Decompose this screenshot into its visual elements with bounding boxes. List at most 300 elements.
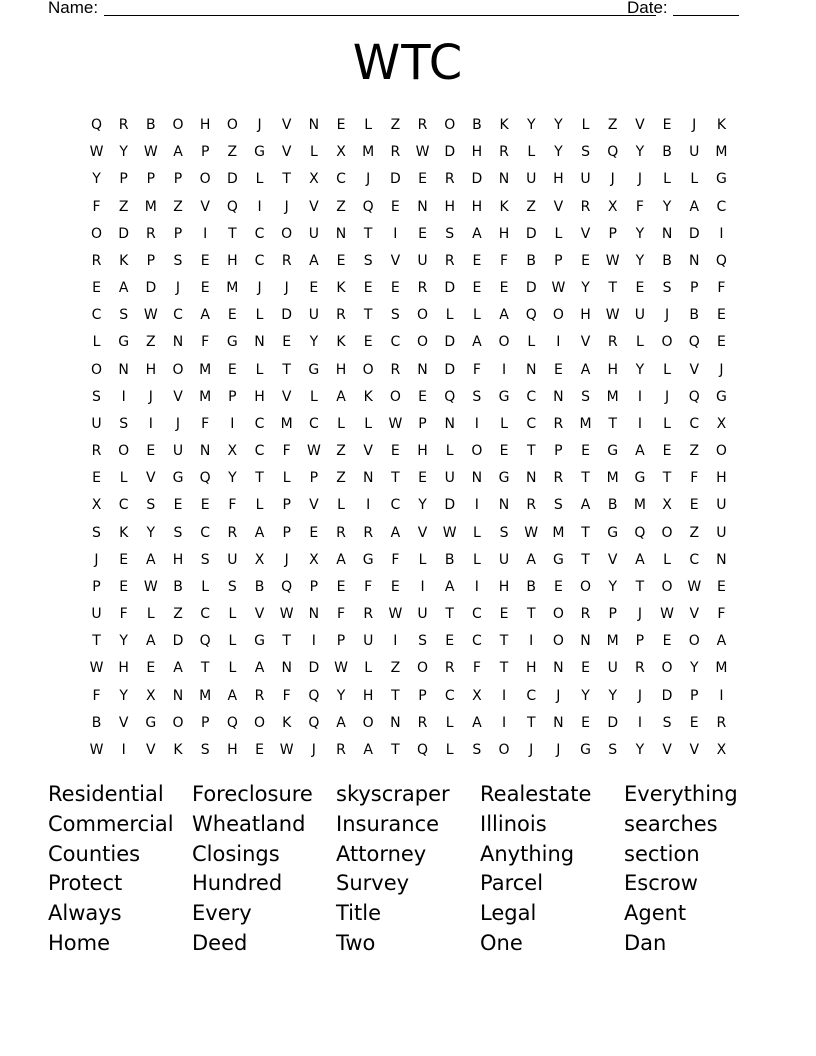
grid-letter[interactable]: G	[580, 741, 591, 758]
grid-letter[interactable]: E	[581, 252, 590, 269]
grid-letter[interactable]: X	[254, 551, 265, 568]
grid-letter[interactable]: V	[607, 551, 618, 568]
grid-letter[interactable]: I	[719, 225, 724, 242]
grid-letter[interactable]: D	[607, 714, 619, 731]
grid-letter[interactable]: E	[499, 443, 509, 460]
grid-letter[interactable]: F	[472, 660, 481, 677]
grid-letter[interactable]: A	[635, 443, 645, 460]
grid-letter[interactable]: U	[580, 171, 591, 188]
grid-letter[interactable]: Z	[336, 443, 346, 460]
grid-letter[interactable]: O	[498, 334, 510, 351]
grid-letter[interactable]: A	[254, 660, 265, 677]
grid-letter[interactable]: R	[716, 714, 727, 731]
grid-letter[interactable]: Y	[146, 524, 156, 541]
grid-letter[interactable]: F	[500, 252, 509, 269]
grid-letter[interactable]: D	[226, 171, 238, 188]
grid-letter[interactable]: L	[500, 415, 508, 432]
grid-letter[interactable]: I	[420, 578, 425, 595]
grid-letter[interactable]: K	[336, 280, 346, 297]
grid-letter[interactable]: C	[254, 443, 265, 460]
grid-letter[interactable]: J	[664, 307, 670, 324]
grid-letter[interactable]: M	[579, 415, 592, 432]
grid-letter[interactable]: L	[364, 415, 373, 432]
grid-letter[interactable]: H	[362, 687, 374, 704]
grid-letter[interactable]: W	[143, 578, 158, 595]
grid-letter[interactable]: D	[118, 225, 130, 242]
grid-letter[interactable]: A	[635, 551, 645, 568]
grid-letter[interactable]: A	[526, 551, 536, 568]
grid-letter[interactable]: Q	[308, 687, 320, 704]
grid-letter[interactable]: Y	[635, 225, 645, 242]
grid-letter[interactable]: P	[418, 415, 427, 432]
grid-letter[interactable]: C	[173, 307, 183, 324]
grid-letter[interactable]: L	[337, 497, 345, 514]
grid-letter[interactable]: S	[200, 741, 210, 758]
grid-letter[interactable]: W	[605, 307, 620, 324]
grid-letter[interactable]: L	[445, 443, 454, 460]
grid-letter[interactable]: N	[308, 606, 320, 623]
grid-letter[interactable]: S	[173, 524, 183, 541]
grid-letter[interactable]: A	[336, 714, 346, 731]
grid-letter[interactable]: T	[499, 633, 509, 650]
grid-letter[interactable]: Q	[90, 117, 103, 133]
grid-letter[interactable]: E	[227, 307, 237, 324]
grid-letter[interactable]: D	[281, 307, 293, 324]
grid-letter[interactable]: Y	[554, 144, 563, 161]
grid-letter[interactable]: N	[580, 633, 591, 650]
grid-letter[interactable]: S	[92, 524, 101, 541]
grid-letter[interactable]: O	[362, 361, 374, 378]
grid-letter[interactable]: L	[309, 144, 318, 161]
grid-letter[interactable]: E	[119, 578, 129, 595]
grid-letter[interactable]: T	[608, 280, 617, 297]
grid-letter[interactable]: H	[444, 198, 455, 215]
grid-letter[interactable]: P	[608, 225, 617, 242]
grid-letter[interactable]: J	[257, 117, 262, 133]
grid-letter[interactable]: N	[498, 171, 510, 188]
grid-letter[interactable]: U	[716, 524, 727, 541]
grid-letter[interactable]: V	[689, 361, 700, 378]
grid-letter[interactable]: Q	[688, 334, 700, 351]
grid-letter[interactable]: B	[689, 307, 700, 324]
grid-letter[interactable]: M	[226, 280, 239, 297]
grid-letter[interactable]: W	[442, 524, 457, 541]
grid-letter[interactable]: E	[418, 470, 427, 487]
grid-letter[interactable]: B	[444, 551, 455, 568]
grid-letter[interactable]: S	[553, 497, 563, 514]
grid-letter[interactable]: Q	[199, 633, 211, 650]
grid-letter[interactable]: J	[366, 171, 371, 188]
grid-letter[interactable]: V	[390, 252, 401, 269]
grid-letter[interactable]: E	[227, 361, 237, 378]
grid-letter[interactable]: L	[472, 551, 481, 568]
grid-letter[interactable]: H	[118, 660, 129, 677]
grid-letter[interactable]: J	[556, 741, 561, 758]
grid-letter[interactable]: Q	[444, 388, 456, 405]
grid-letter[interactable]: E	[119, 551, 129, 568]
grid-letter[interactable]: R	[363, 524, 374, 541]
grid-letter[interactable]: L	[663, 415, 671, 432]
grid-letter[interactable]: N	[525, 470, 537, 487]
grid-letter[interactable]: W	[143, 144, 158, 161]
grid-letter[interactable]: R	[444, 660, 455, 677]
grid-letter[interactable]: E	[581, 443, 590, 460]
grid-letter[interactable]: C	[471, 633, 482, 650]
grid-letter[interactable]: W	[334, 660, 348, 677]
grid-letter[interactable]: N	[118, 361, 129, 378]
grid-letter[interactable]: F	[717, 280, 726, 297]
grid-letter[interactable]: E	[390, 443, 400, 460]
grid-letter[interactable]: D	[444, 497, 456, 514]
grid-letter[interactable]: S	[472, 741, 482, 758]
grid-letter[interactable]: E	[499, 280, 509, 297]
grid-letter[interactable]: F	[635, 198, 644, 215]
grid-letter[interactable]: M	[280, 415, 293, 432]
grid-letter[interactable]: P	[228, 388, 237, 405]
grid-letter[interactable]: R	[336, 524, 346, 541]
grid-letter[interactable]: E	[689, 714, 699, 731]
grid-letter[interactable]: N	[417, 361, 428, 378]
grid-letter[interactable]: R	[499, 144, 509, 161]
grid-letter[interactable]: U	[716, 497, 727, 514]
grid-letter[interactable]: E	[309, 524, 319, 541]
grid-letter[interactable]: E	[662, 633, 672, 650]
grid-letter[interactable]: D	[145, 280, 157, 297]
grid-letter[interactable]: H	[254, 388, 265, 405]
grid-letter[interactable]: C	[689, 415, 700, 432]
grid-letter[interactable]: E	[499, 606, 509, 623]
grid-letter[interactable]: W	[388, 415, 403, 432]
grid-letter[interactable]: X	[146, 687, 156, 704]
grid-letter[interactable]: O	[226, 117, 238, 133]
grid-letter[interactable]: H	[580, 307, 591, 324]
grid-letter[interactable]: N	[444, 415, 455, 432]
grid-letter[interactable]: S	[119, 307, 129, 324]
grid-letter[interactable]: H	[227, 741, 238, 758]
grid-letter[interactable]: E	[472, 280, 482, 297]
grid-letter[interactable]: D	[444, 144, 456, 161]
grid-letter[interactable]: F	[336, 606, 346, 623]
grid-letter[interactable]: M	[362, 144, 375, 161]
grid-letter[interactable]: W	[89, 660, 104, 677]
grid-letter[interactable]: C	[471, 606, 482, 623]
grid-letter[interactable]: T	[635, 578, 645, 595]
grid-letter[interactable]: X	[309, 551, 319, 568]
grid-letter[interactable]: F	[119, 606, 128, 623]
grid-letter[interactable]: V	[173, 388, 183, 405]
grid-letter[interactable]: G	[362, 551, 374, 568]
grid-letter[interactable]: L	[255, 361, 264, 378]
grid-letter[interactable]: X	[716, 741, 727, 758]
grid-letter[interactable]: G	[715, 388, 727, 405]
grid-letter[interactable]: B	[254, 578, 265, 595]
grid-letter[interactable]: P	[309, 470, 319, 487]
grid-letter[interactable]: A	[309, 252, 319, 269]
grid-letter[interactable]: L	[282, 470, 291, 487]
grid-letter[interactable]: L	[472, 524, 481, 541]
grid-letter[interactable]: E	[200, 497, 210, 514]
grid-letter[interactable]: C	[716, 198, 727, 215]
grid-letter[interactable]: W	[279, 741, 294, 758]
grid-letter[interactable]: Q	[634, 524, 646, 541]
grid-letter[interactable]: L	[255, 497, 264, 514]
grid-letter[interactable]: Y	[119, 687, 128, 704]
grid-letter[interactable]: W	[524, 524, 539, 541]
grid-letter[interactable]: J	[284, 198, 289, 215]
grid-letter[interactable]: G	[172, 470, 184, 487]
grid-letter[interactable]: V	[118, 714, 129, 731]
grid-letter[interactable]: A	[200, 307, 210, 324]
grid-letter[interactable]: S	[499, 524, 509, 541]
grid-letter[interactable]: R	[444, 252, 455, 269]
grid-letter[interactable]: L	[146, 606, 155, 623]
grid-letter[interactable]: J	[311, 741, 316, 758]
grid-letter[interactable]: I	[719, 687, 724, 704]
grid-letter[interactable]: C	[200, 524, 211, 541]
grid-letter[interactable]: W	[415, 144, 430, 161]
grid-letter[interactable]: J	[284, 551, 289, 568]
grid-letter[interactable]: V	[635, 117, 645, 133]
grid-letter[interactable]: R	[336, 741, 346, 758]
grid-letter[interactable]: S	[119, 415, 129, 432]
grid-letter[interactable]: F	[282, 687, 291, 704]
grid-letter[interactable]: U	[91, 606, 102, 623]
grid-letter[interactable]: H	[417, 443, 428, 460]
grid-letter[interactable]: E	[662, 117, 672, 133]
grid-letter[interactable]: V	[417, 524, 428, 541]
grid-letter[interactable]: T	[581, 524, 590, 541]
grid-letter[interactable]: H	[145, 361, 157, 378]
grid-letter[interactable]: O	[580, 578, 592, 595]
grid-letter[interactable]: X	[91, 497, 102, 514]
grid-letter[interactable]: Y	[554, 117, 563, 133]
grid-letter[interactable]: B	[662, 144, 672, 161]
grid-letter[interactable]: B	[91, 714, 102, 731]
grid-letter[interactable]: G	[607, 524, 619, 541]
grid-letter[interactable]: A	[146, 633, 156, 650]
grid-letter[interactable]: T	[282, 361, 291, 378]
grid-letter[interactable]: P	[173, 171, 183, 188]
grid-letter[interactable]: V	[200, 198, 210, 215]
grid-letter[interactable]: O	[417, 660, 429, 677]
grid-letter[interactable]: Y	[635, 252, 645, 269]
grid-letter[interactable]: U	[607, 660, 618, 677]
grid-letter[interactable]: U	[526, 171, 537, 188]
grid-letter[interactable]: N	[498, 497, 510, 514]
grid-letter[interactable]: E	[418, 171, 427, 188]
grid-letter[interactable]: R	[336, 307, 346, 324]
grid-letter[interactable]: P	[173, 225, 183, 242]
grid-letter[interactable]: I	[637, 714, 642, 731]
grid-letter[interactable]: W	[89, 741, 104, 758]
grid-letter[interactable]: R	[444, 171, 455, 188]
grid-letter[interactable]: W	[89, 144, 104, 161]
grid-letter[interactable]: J	[637, 687, 642, 704]
grid-letter[interactable]: T	[200, 660, 210, 677]
grid-letter[interactable]: Z	[336, 470, 346, 487]
grid-letter[interactable]: H	[498, 578, 510, 595]
grid-letter[interactable]: I	[311, 633, 316, 650]
grid-letter[interactable]: C	[118, 497, 129, 514]
grid-letter[interactable]: E	[716, 307, 726, 324]
grid-letter[interactable]: B	[662, 252, 672, 269]
grid-letter[interactable]: T	[92, 633, 101, 650]
grid-letter[interactable]: K	[336, 334, 346, 351]
grid-letter[interactable]: K	[499, 117, 509, 133]
grid-letter[interactable]: I	[257, 198, 262, 215]
grid-letter[interactable]: O	[715, 443, 727, 460]
grid-letter[interactable]: L	[554, 225, 563, 242]
grid-letter[interactable]: I	[366, 497, 371, 514]
grid-letter[interactable]: O	[552, 307, 564, 324]
grid-letter[interactable]: A	[580, 497, 591, 514]
grid-letter[interactable]: J	[148, 388, 153, 405]
grid-letter[interactable]: U	[363, 633, 374, 650]
grid-letter[interactable]: V	[309, 198, 319, 215]
grid-letter[interactable]: O	[172, 714, 184, 731]
grid-letter[interactable]: J	[692, 117, 697, 133]
grid-letter[interactable]: Q	[525, 307, 537, 324]
grid-letter[interactable]: R	[553, 415, 564, 432]
grid-letter[interactable]: X	[227, 443, 238, 460]
grid-letter[interactable]: N	[308, 117, 320, 133]
grid-letter[interactable]: Y	[581, 280, 590, 297]
grid-letter[interactable]: N	[281, 660, 292, 677]
grid-letter[interactable]: S	[200, 551, 210, 568]
grid-letter[interactable]: N	[688, 252, 700, 269]
grid-letter[interactable]: E	[581, 714, 590, 731]
grid-letter[interactable]: U	[308, 225, 319, 242]
grid-letter[interactable]: U	[498, 551, 510, 568]
grid-letter[interactable]: N	[390, 714, 401, 731]
grid-letter[interactable]: R	[390, 144, 401, 161]
grid-letter[interactable]: A	[146, 551, 156, 568]
grid-letter[interactable]: I	[203, 225, 208, 242]
grid-letter[interactable]: H	[553, 171, 564, 188]
grid-letter[interactable]: O	[688, 633, 700, 650]
grid-letter[interactable]: A	[444, 578, 455, 595]
grid-letter[interactable]: I	[529, 633, 534, 650]
grid-letter[interactable]: T	[526, 443, 536, 460]
grid-letter[interactable]: T	[581, 470, 590, 487]
grid-letter[interactable]: K	[499, 198, 509, 215]
grid-letter[interactable]: P	[418, 687, 427, 704]
grid-letter[interactable]: S	[363, 252, 373, 269]
grid-letter[interactable]: G	[226, 334, 238, 351]
grid-letter[interactable]: N	[254, 334, 265, 351]
grid-letter[interactable]: A	[472, 225, 482, 242]
grid-letter[interactable]: H	[716, 470, 727, 487]
grid-letter[interactable]: R	[363, 606, 374, 623]
grid-letter[interactable]: X	[607, 198, 618, 215]
date-field-line[interactable]	[673, 15, 739, 16]
grid-letter[interactable]: A	[254, 524, 265, 541]
grid-letter[interactable]: N	[199, 443, 211, 460]
grid-letter[interactable]: V	[689, 606, 700, 623]
grid-letter[interactable]: E	[336, 252, 346, 269]
grid-letter[interactable]: M	[606, 633, 619, 650]
grid-letter[interactable]: Q	[226, 198, 238, 215]
grid-letter[interactable]: N	[553, 660, 564, 677]
grid-letter[interactable]: N	[553, 714, 564, 731]
grid-letter[interactable]: E	[553, 578, 563, 595]
grid-letter[interactable]: V	[281, 117, 292, 133]
grid-letter[interactable]: V	[553, 198, 564, 215]
grid-letter[interactable]: N	[362, 470, 374, 487]
grid-letter[interactable]: E	[662, 443, 672, 460]
grid-letter[interactable]: A	[689, 198, 700, 215]
grid-letter[interactable]: M	[606, 388, 619, 405]
grid-letter[interactable]: O	[281, 225, 293, 242]
grid-letter[interactable]: O	[172, 117, 184, 133]
grid-letter[interactable]: A	[580, 361, 591, 378]
grid-letter[interactable]: X	[336, 144, 346, 161]
grid-letter[interactable]: Y	[336, 687, 346, 704]
grid-letter[interactable]: L	[201, 578, 210, 595]
grid-letter[interactable]: H	[335, 361, 347, 378]
grid-letter[interactable]: Q	[362, 198, 374, 215]
grid-letter[interactable]: G	[498, 470, 510, 487]
grid-letter[interactable]: C	[91, 307, 102, 324]
grid-letter[interactable]: C	[254, 415, 265, 432]
grid-letter[interactable]: R	[417, 117, 428, 133]
grid-letter[interactable]: N	[525, 361, 537, 378]
grid-letter[interactable]: T	[391, 687, 400, 704]
grid-letter[interactable]: B	[472, 117, 482, 133]
grid-letter[interactable]: D	[308, 660, 320, 677]
grid-letter[interactable]: O	[661, 578, 673, 595]
grid-letter[interactable]: Z	[173, 606, 183, 623]
grid-letter[interactable]: E	[200, 280, 210, 297]
grid-letter[interactable]: Y	[635, 741, 645, 758]
grid-letter[interactable]: L	[663, 551, 671, 568]
grid-letter[interactable]: G	[607, 443, 619, 460]
grid-letter[interactable]: P	[92, 578, 101, 595]
grid-letter[interactable]: V	[146, 470, 156, 487]
grid-letter[interactable]: P	[554, 252, 563, 269]
grid-letter[interactable]: V	[363, 443, 373, 460]
grid-letter[interactable]: F	[391, 551, 400, 568]
grid-letter[interactable]: J	[637, 171, 642, 188]
grid-letter[interactable]: D	[444, 280, 456, 297]
grid-letter[interactable]: T	[282, 633, 291, 650]
grid-letter[interactable]: K	[363, 388, 373, 405]
grid-letter[interactable]: N	[471, 470, 483, 487]
grid-letter[interactable]: H	[498, 225, 510, 242]
grid-letter[interactable]: U	[417, 252, 428, 269]
grid-letter[interactable]: P	[146, 252, 156, 269]
grid-letter[interactable]: S	[662, 280, 672, 297]
grid-letter[interactable]: X	[662, 497, 672, 514]
grid-letter[interactable]: I	[637, 415, 642, 432]
grid-letter[interactable]: Z	[146, 334, 156, 351]
grid-letter[interactable]: J	[257, 280, 262, 297]
grid-letter[interactable]: C	[526, 388, 537, 405]
grid-letter[interactable]: P	[146, 171, 156, 188]
grid-letter[interactable]: I	[556, 334, 561, 351]
grid-letter[interactable]: Z	[173, 198, 183, 215]
grid-letter[interactable]: J	[175, 415, 181, 432]
grid-letter[interactable]: Q	[199, 470, 211, 487]
grid-letter[interactable]: T	[526, 606, 536, 623]
grid-letter[interactable]: R	[281, 252, 292, 269]
grid-letter[interactable]: Q	[688, 388, 700, 405]
grid-letter[interactable]: Z	[390, 117, 401, 133]
grid-letter[interactable]: R	[417, 280, 428, 297]
grid-letter[interactable]: Y	[662, 198, 672, 215]
grid-letter[interactable]: H	[227, 252, 238, 269]
grid-letter[interactable]: O	[172, 361, 184, 378]
